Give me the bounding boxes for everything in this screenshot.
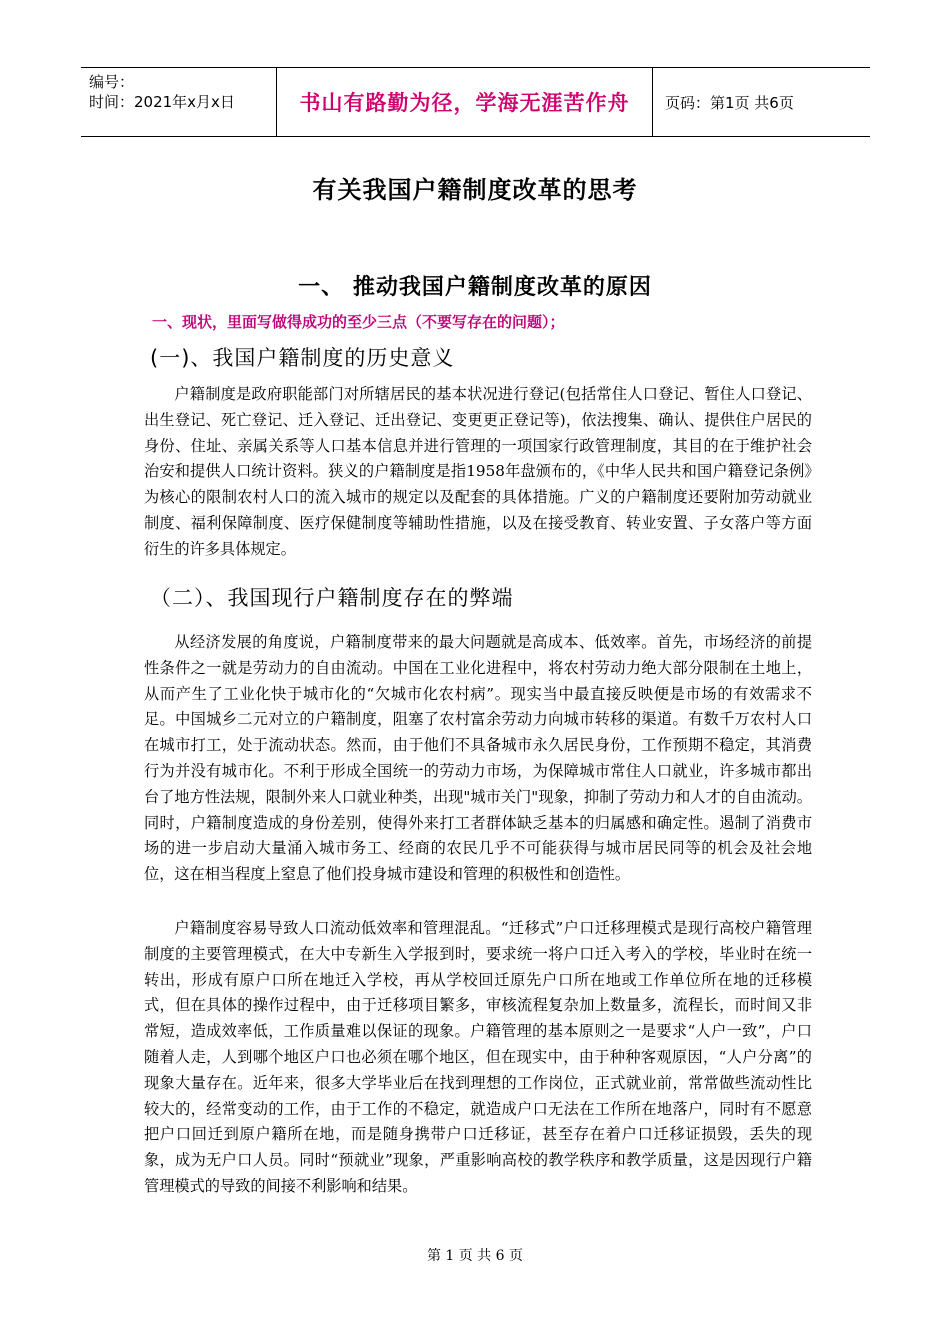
- editor-note: 一、现状，里面写做得成功的至少三点（不要写存在的问题）；: [152, 313, 565, 331]
- subsection-heading-1: (一)、我国户籍制度的历史意义: [150, 346, 455, 370]
- paragraph-management: 户籍制度容易导致人口流动低效率和管理混乱。“迁移式”户口迁移理模式是现行高校户籍管理制度的主要管理模式，在大中专新生入学报到时，要求统一将户口迁入考入的学校，毕业时在统一转出，形成有原户口所在地迁入学校，再从学校回迁原先户口所在地或工作单位所在地的迁移模式，但在具体的操作过程中，由于迁移项目繁多，审核流程复杂加上数量多，流程长，而时间又非常短，造成效率低，工作质量难以保证的现象。户籍管理的基本原则之一是要求“人户一致”，户口随着人走，人到哪个地区户口也必须在哪个地区，但在现实中，由于种种客观原因，“人户分离”的现象大量存在。近年来，很多大学毕业后在找到理想的工作岗位，正式就业前，常常做些流动性比较大的，经常变动的工作，由于工作的不稳定，就造成户口无法在工作所在地落户，同时有不愿意把户口回迁到原户籍所在地，而是随身携带户口迁移证，甚至存在着户口迁移证损毁，丢失的现象，成为无户口人员。同时“预就业”现象，严重影响高校的教学秩序和教学质量，这是因现行户籍管理模式的导致的间接不利影响和结果。: [144, 919, 812, 1195]
- paragraph-economy: 从经济发展的角度说，户籍制度带来的最大问题就是高成本、低效率。首先，市场经济的前提性条件之一就是劳动力的自由流动。中国在工业化进程中，将农村劳动力绝大部分限制在土地上，从而产生了工业化快于城市化的“欠城市化农村病”。现实当中最直接反映便是市场的有效需求不足。中国城乡二元对立的户籍制度，阻塞了农村富余劳动力向城市转移的渠道。有数千万农村人口在城市打工，处于流动状态。然而，由于他们不具备城市永久居民身份，工作预期不稳定，其消费行为并没有城市化。不利于形成全国统一的劳动力市场，为保障城市常住人口就业，许多城市都出台了地方性法规，限制外来人口就业种类，出现"城市关门"现象，抑制了劳动力和人才的自由流动。同时，户籍制度造成的身份差别，使得外来打工者群体缺乏基本的归属感和确定性。遏制了消费市场的进一步启动大量涌入城市务工、经商的农民几乎不可能获得与城市居民同等的机会及社会地位，这在相当程度上窒息了他们投身城市建设和管理的积极性和创造性。: [144, 633, 812, 884]
- time-label: 时间：2021年x月x日: [89, 93, 235, 111]
- subsection-heading-2: （二）、我国现行户籍制度存在的弊端: [150, 586, 514, 610]
- page-footer: 第 1 页 共 6 页: [426, 1248, 524, 1264]
- paragraph-history: 户籍制度是政府职能部门对所辖居民的基本状况进行登记(包括常住人口登记、暂住人口登记、出生登记、死亡登记、迁入登记、迁出登记、变更更正登记等)，依法搜集、确认、提供住户居民的身份、住址、亲属关系等人口基本信息并进行管理的一项国家行政管理制度，其目的在于维护社会治安和提供人口统计资料。狭义的户籍制度是指1958年盘颁布的，《中华人民共和国户籍登记条例》为核心的限制农村人口的流入城市的规定以及配套的具体措施。广义的户籍制度还要附加劳动就业制度、福利保障制度、医疗保健制度等辅助性措施，以及在接受教育、转业安置、子女落户等方面衍生的许多具体规定。: [144, 385, 812, 558]
- document-title: 有关我国户籍制度改革的思考: [312, 176, 638, 204]
- number-label: 编号：: [89, 73, 135, 91]
- header-meta: [81, 68, 277, 136]
- section-heading: 一、 推动我国户籍制度改革的原因: [298, 275, 652, 300]
- header-table: [81, 67, 870, 137]
- page-code: 页码：第1页 共6页: [665, 93, 794, 112]
- motto: 书山有路勤为径，学海无涯苦作舟: [277, 68, 653, 136]
